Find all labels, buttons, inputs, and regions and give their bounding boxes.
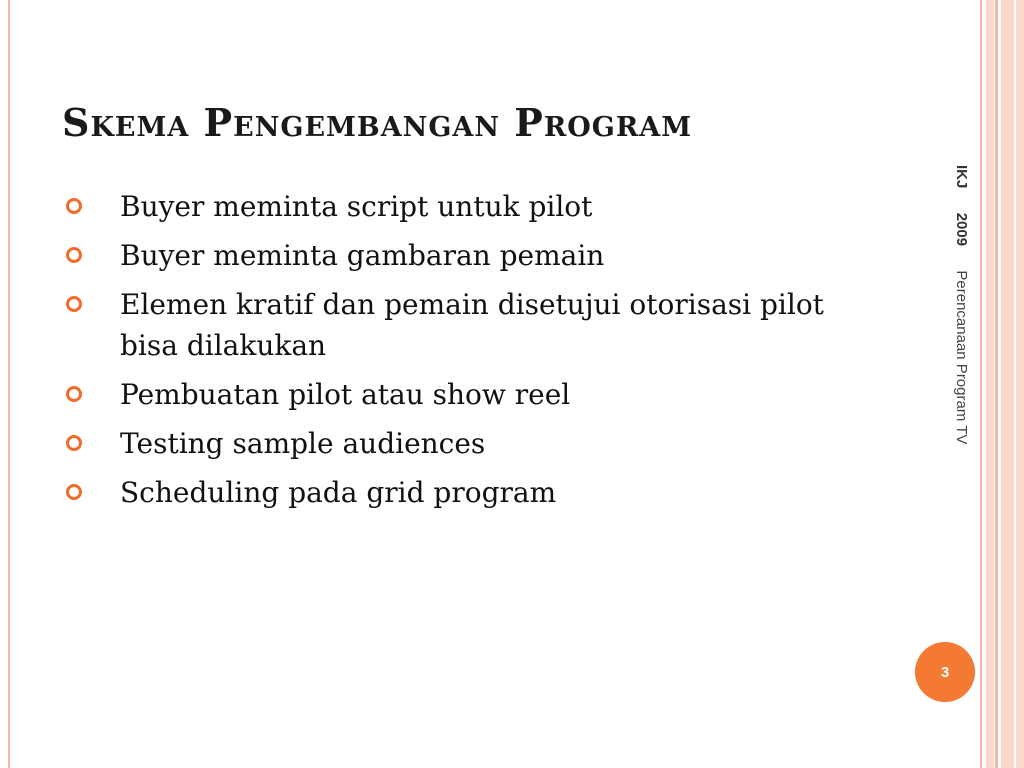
page-number: 3	[940, 663, 950, 681]
page-number-badge	[915, 642, 975, 702]
footer-vertical-text	[953, 165, 970, 444]
bullet-text: Elemen kratif dan pemain disetujui otorisasi pilot bisa dilakukan	[120, 288, 824, 362]
decorative-stripe	[1001, 0, 1014, 768]
footer-course: Perencanaan Program TV	[953, 270, 970, 445]
left-border	[8, 0, 10, 768]
bullet-text: Pembuatan pilot atau show reel	[120, 378, 571, 411]
bullet-text: Testing sample audiences	[120, 427, 486, 460]
bullet-circle-icon	[66, 484, 82, 500]
bullet-text: Buyer meminta script untuk pilot	[120, 190, 593, 223]
bullet-circle-icon	[66, 386, 82, 402]
decorative-stripe	[980, 0, 982, 768]
bullet-circle-icon	[66, 247, 82, 263]
decorative-stripe	[995, 0, 998, 768]
bullet-text: Scheduling pada grid program	[120, 476, 557, 509]
footer-org: IKJ	[953, 165, 970, 189]
bullet-circle-icon	[66, 435, 82, 451]
bullet-text: Buyer meminta gambaran pemain	[120, 239, 605, 272]
bullet-circle-icon	[66, 296, 82, 312]
bullet-list	[66, 186, 886, 521]
bullet-item	[66, 284, 886, 366]
slide-title: Skema Pengembangan Program	[62, 100, 693, 145]
footer-year: 2009	[953, 212, 970, 247]
bullet-item	[66, 423, 886, 464]
bullet-item	[66, 472, 886, 513]
bullet-circle-icon	[66, 198, 82, 214]
bullet-item	[66, 235, 886, 276]
decorative-stripe	[986, 0, 994, 768]
bullet-item	[66, 186, 886, 227]
decorative-stripe	[1016, 0, 1024, 768]
bullet-item	[66, 374, 886, 415]
